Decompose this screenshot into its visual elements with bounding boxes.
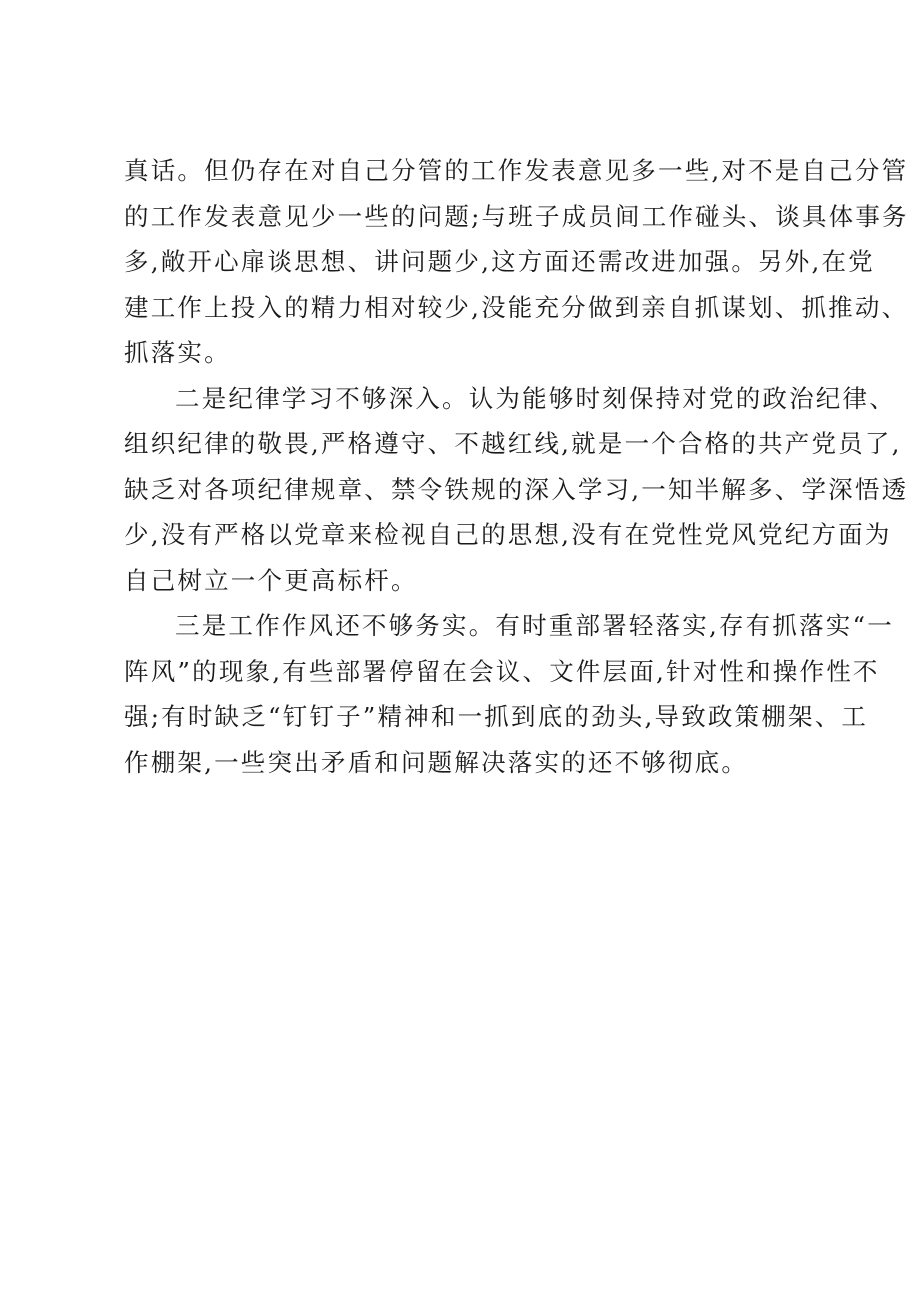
text-line: 抓落实。 xyxy=(124,338,231,367)
paragraph-2 xyxy=(124,376,909,604)
text-line: 自己树立一个更高标杆。 xyxy=(124,565,418,595)
text-line: 的工作发表意见少一些的问题;与班子成员间工作碰头、谈具体事务 xyxy=(124,201,909,231)
text-line: 真话。但仍存在对自己分管的工作发表意见多一些,对不是自己分管 xyxy=(124,156,909,185)
text-line: 二是纪律学习不够深入。认为能够时刻保持对党的政治纪律、 xyxy=(175,383,896,413)
text-line: 多,敞开心扉谈思想、讲问题少,这方面还需改进加强。另外,在党 xyxy=(124,247,875,276)
document-body xyxy=(124,148,909,785)
paragraph-3 xyxy=(124,603,894,785)
text-line: 少,没有严格以党章来检视自己的思想,没有在党性党风党纪方面为 xyxy=(124,520,892,549)
text-line: 三是工作作风还不够务实。有时重部署轻落实,存有抓落实“一 xyxy=(175,611,894,640)
text-line: 阵风”的现象,有些部署停留在会议、文件层面,针对性和操作性不 xyxy=(124,656,880,686)
text-line: 强;有时缺乏“钉钉子”精神和一抓到底的劲头,导致政策棚架、工 xyxy=(124,702,869,731)
text-line: 建工作上投入的精力相对较少,没能充分做到亲自抓谋划、抓推动、 xyxy=(124,292,909,322)
paragraph-1 xyxy=(124,148,909,376)
text-line: 作棚架,一些突出矛盾和问题解决落实的还不够彻底。 xyxy=(124,747,749,777)
text-line: 组织纪律的敬畏,严格遵守、不越红线,就是一个合格的共产党员了, xyxy=(124,429,902,458)
text-line: 缺乏对各项纪律规章、禁令铁规的深入学习,一知半解多、学深悟透 xyxy=(124,474,909,504)
